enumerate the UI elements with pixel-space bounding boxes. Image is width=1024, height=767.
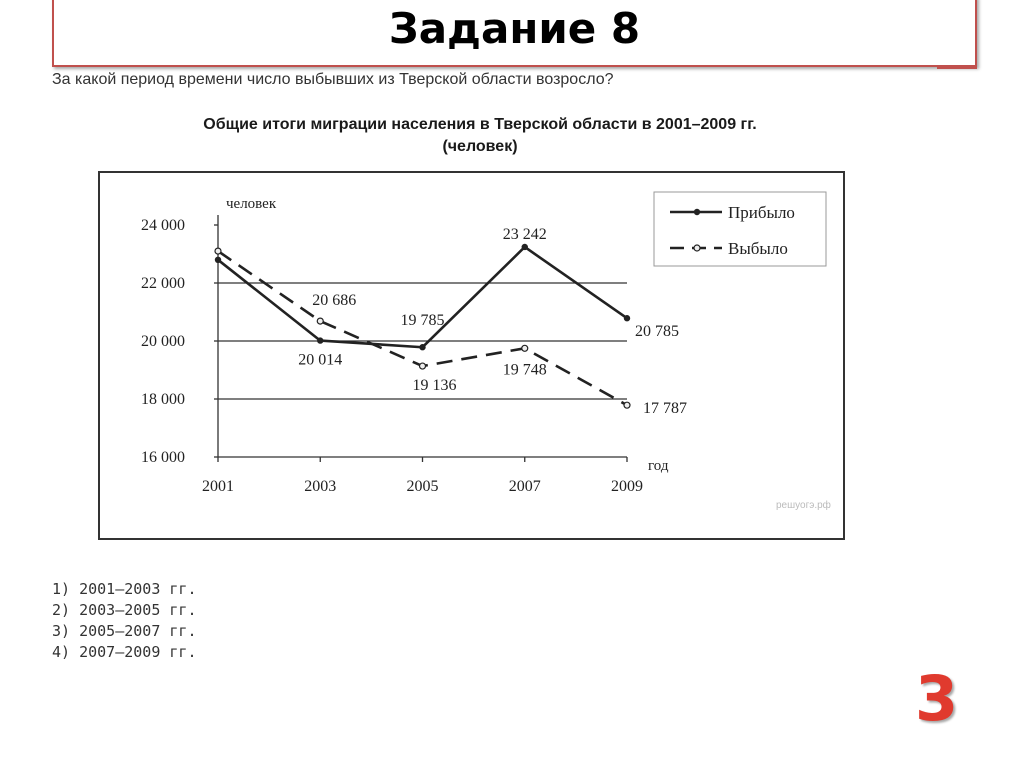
series-point-1 <box>624 315 630 321</box>
legend-marker-1 <box>694 209 700 215</box>
series-point-2 <box>420 363 426 369</box>
chart-labels <box>298 226 687 417</box>
answer-list <box>52 579 197 663</box>
x-tick-label: 2005 <box>406 478 439 495</box>
y-tick-label: 16 000 <box>141 449 185 466</box>
y-tick-label: 20 000 <box>141 333 185 350</box>
answer-option-3[interactable]: 3) 2005–2007 гг. <box>52 622 197 640</box>
chart-legend <box>654 192 826 266</box>
series-point-1 <box>522 244 528 250</box>
y-tick-label: 18 000 <box>141 391 185 408</box>
legend-marker-2 <box>694 245 700 251</box>
legend-label-1: Прибыло <box>728 203 795 222</box>
series-point-1 <box>215 257 221 263</box>
series-point-2 <box>522 345 528 351</box>
slide-title: Задание 8 <box>388 4 641 53</box>
question-text: За какой период времени число выбывших из Тверской области возросло? <box>52 71 614 88</box>
series-point-1 <box>419 344 425 350</box>
series-point-2 <box>317 318 323 324</box>
data-label: 19 785 <box>400 312 445 330</box>
chart-title-line2: (человек) <box>442 138 518 155</box>
series-point-2 <box>624 402 630 408</box>
x-tick-label: 2003 <box>304 478 337 495</box>
series-point-2 <box>215 248 221 254</box>
data-label: 20 785 <box>635 323 679 341</box>
answer-option-1[interactable]: 1) 2001–2003 гг. <box>52 580 197 598</box>
data-label: 20 014 <box>298 351 343 369</box>
page-number: 3 <box>915 662 959 735</box>
data-label: 23 242 <box>502 225 547 243</box>
data-label: 19 748 <box>502 361 547 379</box>
legend-label-2: Выбыло <box>728 239 788 258</box>
data-label: 20 686 <box>312 292 357 310</box>
answer-option-2[interactable]: 2) 2003–2005 гг. <box>52 601 197 619</box>
data-label: 19 136 <box>412 377 457 395</box>
x-tick-label: 2007 <box>508 478 541 495</box>
y-tick-label: 24 000 <box>141 217 185 234</box>
series-point-1 <box>317 337 323 343</box>
y-tick-label: 22 000 <box>141 275 185 292</box>
y-axis-label: человек <box>226 196 277 212</box>
series-line-1 <box>218 247 627 347</box>
watermark: решуогэ.рф <box>776 500 831 511</box>
x-tick-label: 2009 <box>611 478 643 495</box>
data-label: 17 787 <box>643 400 687 418</box>
chart-title-line1: Общие итоги миграции населения в Тверской области в 2001–2009 гг. <box>203 116 757 133</box>
x-axis-label: год <box>648 458 669 474</box>
x-tick-label: 2001 <box>202 478 234 495</box>
answer-option-4[interactable]: 4) 2007–2009 гг. <box>52 643 197 661</box>
